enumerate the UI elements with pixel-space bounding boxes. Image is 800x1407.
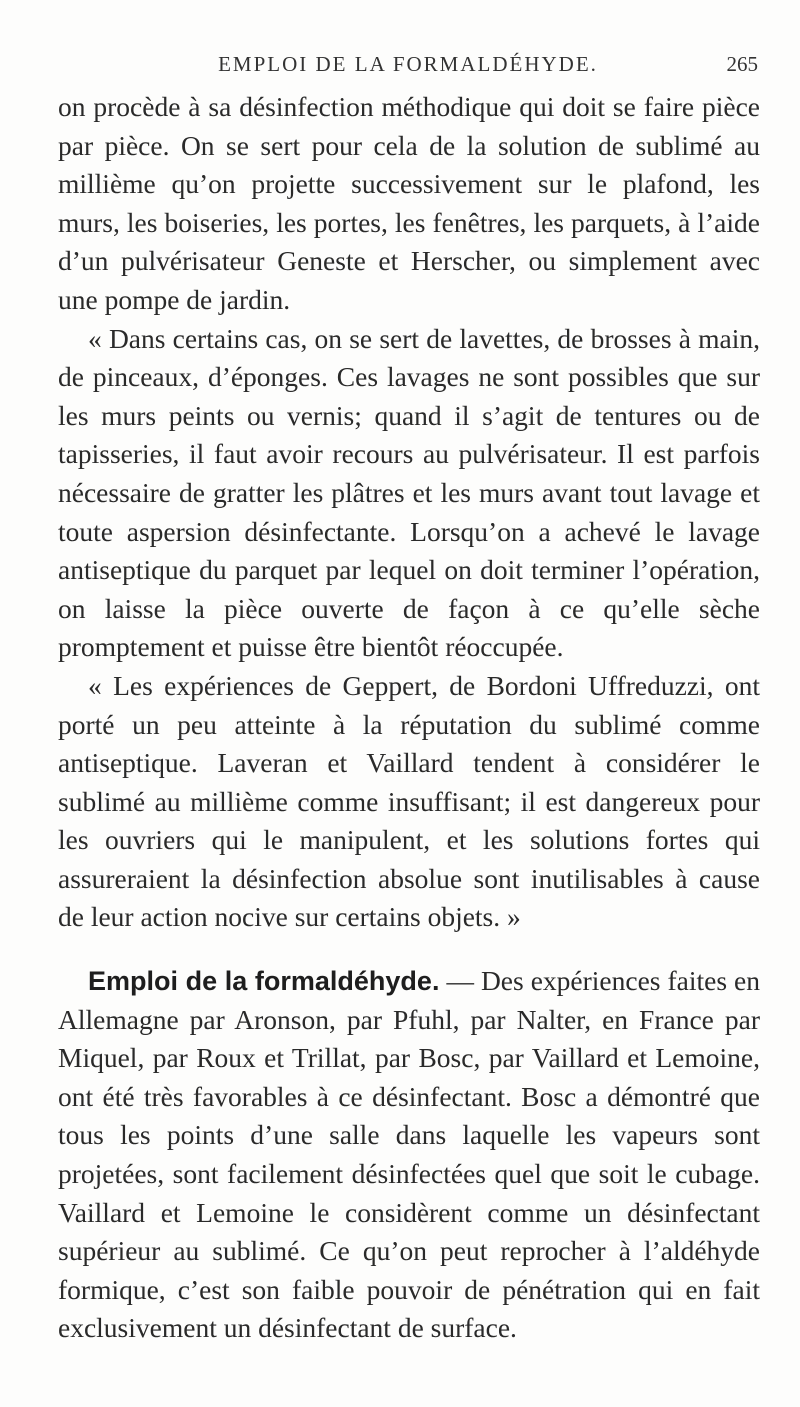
section-heading: Emploi de la formaldéhyde.: [88, 966, 440, 997]
section-formaldehyde: [58, 962, 760, 1348]
section-body: — Des expériences faites en Allemagne par Aronson, par Pfuhl, par Nalter, en France par Miquel, par Roux et Trillat, par Bosc, par Vaillard et Lemoine, ont été très favorables à ce désinfectant. Bosc a démontré que tous les points d’une salle dans laquelle les vapeurs sont projetées, sont facilement désinfectées quel que soit le cubage. Vaillard et Lemoine le considèrent comme un désinfectant supérieur au sublimé. Ce qu’on peut reprocher à l’aldéhyde formique, c’est son faible pouvoir de pénétration qui en fait exclusivement un désinfectant de surface.: [58, 965, 760, 1344]
page-number: 265: [726, 52, 758, 76]
paragraph-disinfection-methods: « Dans certains cas, on se sert de lavettes, de brosses à main, de pinceaux, d’éponges. Ces lavages ne sont possibles que sur les murs peints ou vernis; quand il s’agit de tentures ou de tapisseries, il faut avoir recours au pulvérisateur. Il est parfois nécessaire de gratter les plâtres et les murs avant tout lavage et toute aspersion désinfectante. Lorsqu’on a achevé le lavage antiseptique du parquet par lequel on doit terminer l’opération, on laisse la pièce ouverte de façon à ce qu’elle sèche promptement et puisse être bientôt réoccupée.: [58, 322, 760, 663]
body-text: [58, 88, 760, 1348]
paragraph-sublimate-experiments: « Les expériences de Geppert, de Bordoni Uffreduzzi, ont porté un peu atteinte à la réputation du sublimé comme antiseptique. Laveran et Vaillard tendent à considérer le sublimé au millième comme insuffisant; il est dangereux pour les ouvriers qui le manipulent, et les solutions fortes qui assureraient la désinfection absolue sont inutilisables à cause de leur action nocive sur certains objets. »: [58, 669, 760, 933]
paragraph-continuation: on procède à sa désinfection méthodique qui doit se faire pièce par pièce. On se sert pour cela de la solution de sublimé au millième qu’on projette successivement sur le plafond, les murs, les boiseries, les portes, les fenêtres, les parquets, à l’aide d’un pulvérisateur Geneste et Herscher, ou simplement avec une pompe de jardin.: [58, 91, 760, 315]
running-title: EMPLOI DE LA FORMALDÉHYDE.: [218, 52, 598, 76]
running-header: [58, 52, 758, 82]
